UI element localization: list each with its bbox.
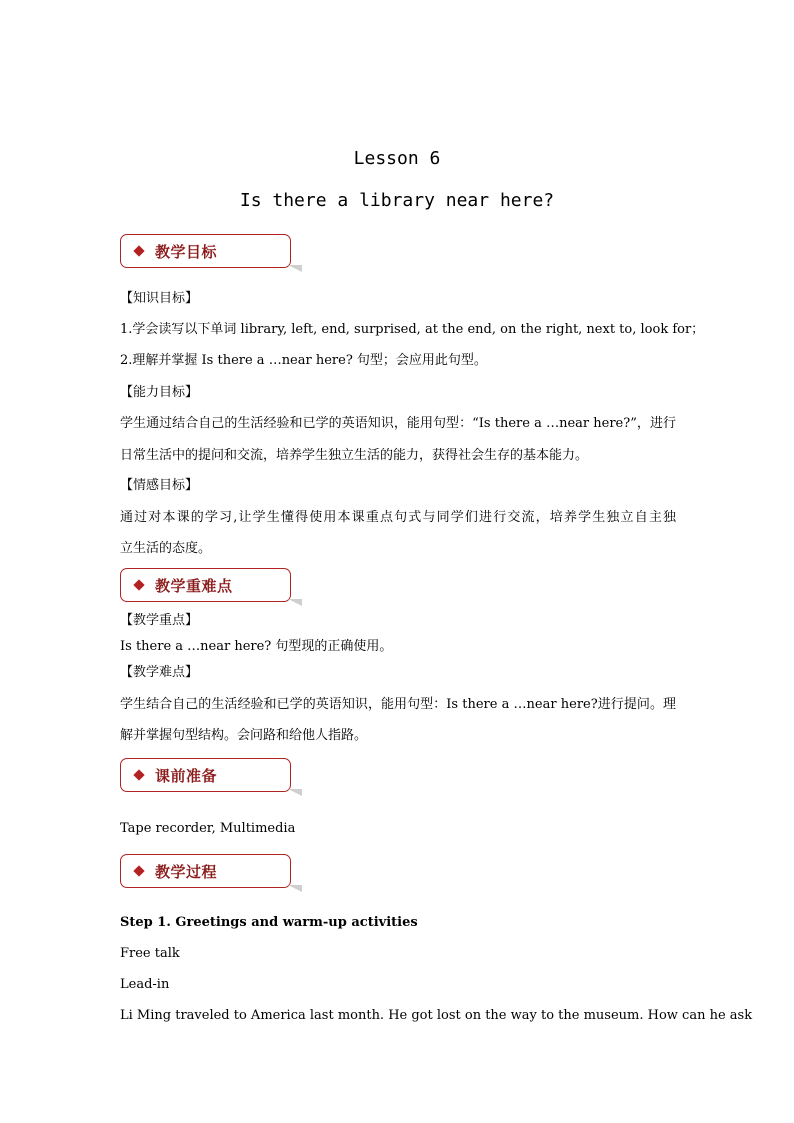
diamond-bullet-icon [133,245,144,256]
section-header-process [120,854,291,888]
step1-heading: Step 1. Greetings and warm-up activities [120,915,418,930]
knowledge-heading: 【知识目标】 [120,291,199,306]
focus-heading: 【教学重点】 [120,613,199,628]
emotion-text-line2: 立生活的态度。 [120,541,212,556]
difficulty-text-line2: 解并掌握句型结构。会问路和给他人指路。 [120,728,368,743]
focus-text: Is there a …near here? 句型现的正确使用。 [120,639,393,654]
diamond-bullet-icon [133,769,144,780]
emotion-heading: 【情感目标】 [120,478,199,493]
ability-text-line1: 学生通过结合自己的生活经验和已学的英语知识，能用句型：“Is there a …near here?”，进行 [120,416,676,431]
section-header-preparation [120,758,291,792]
diamond-bullet-icon [133,865,144,876]
knowledge-item-1: 1.学会读写以下单词 library, left, end, surprised, at the end, on the right, next to, look for； [120,322,705,337]
difficulty-text-line1: 学生结合自己的生活经验和已学的英语知识，能用句型：Is there a …near here?进行提问。理 [120,697,676,712]
ability-heading: 【能力目标】 [120,385,199,400]
difficulty-heading: 【教学难点】 [120,665,199,680]
section-header-objectives [120,234,291,268]
preparation-text: Tape recorder, Multimedia [120,821,296,836]
emotion-text-line1: 通过对本课的学习,让学生懂得使用本课重点句式与同学们进行交流，培养学生独立自主独 [120,510,676,525]
section-label: 教学过程 [155,862,218,881]
lesson-subtitle: Is there a library near here? [239,190,555,211]
free-talk: Free talk [120,946,180,961]
scenario-text: Li Ming traveled to America last month. He got lost on the way to the museum. How can he ask [120,1008,753,1023]
diamond-bullet-icon [133,579,144,590]
section-label: 教学重难点 [155,576,233,595]
lesson-title: Lesson 6 [353,148,441,169]
section-label: 课前准备 [155,766,218,785]
knowledge-item-2: 2.理解并掌握 Is there a …near here? 句型；会应用此句型。 [120,353,487,368]
section-label: 教学目标 [155,242,218,261]
lead-in: Lead-in [120,977,170,992]
ability-text-line2: 日常生活中的提问和交流，培养学生独立生活的能力，获得社会生存的基本能力。 [120,448,589,463]
section-header-key-points [120,568,291,602]
